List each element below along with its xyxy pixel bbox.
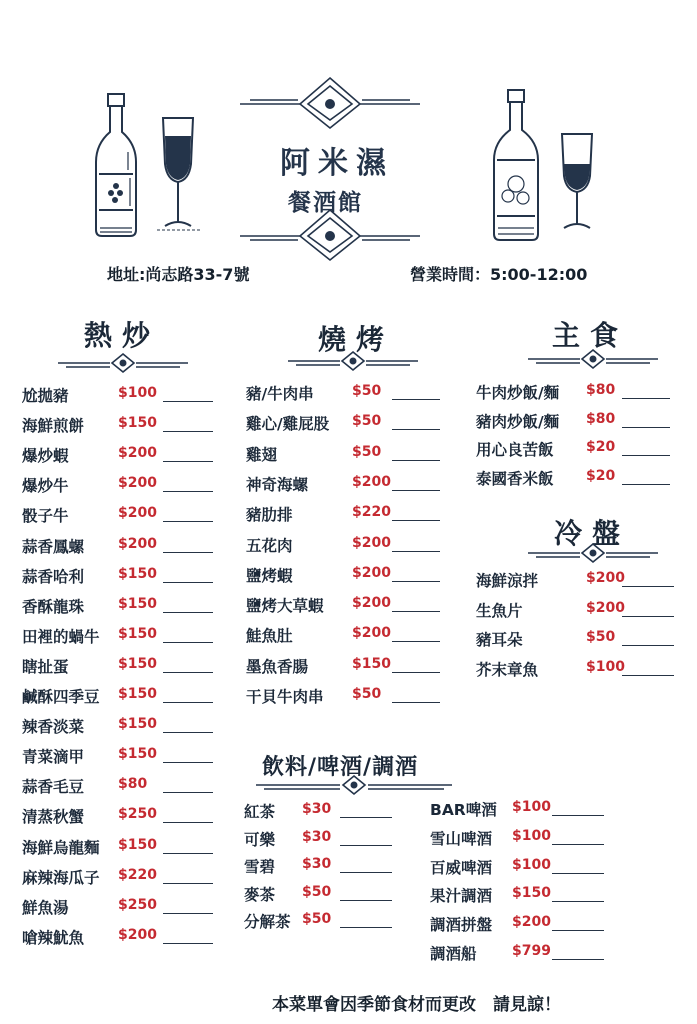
menu-item-name: 調酒船	[430, 945, 477, 963]
menu-item-price: $100	[118, 385, 157, 401]
menu-item-name: 青菜滴甲	[22, 748, 85, 766]
menu-item-name: 骰子牛	[22, 507, 69, 525]
menu-item-name: 果汁調酒	[430, 887, 493, 905]
price-underline	[392, 702, 440, 703]
menu-item-name: BAR啤酒	[430, 801, 497, 819]
menu-item-price: $20	[586, 439, 616, 455]
menu-item-name: 鮮魚湯	[22, 899, 69, 917]
menu-item-price: $200	[512, 914, 551, 930]
menu-item-name: 鮭魚肚	[246, 627, 293, 645]
menu-item-name: 尬拋豬	[22, 387, 69, 405]
menu-item-price: $100	[586, 659, 625, 675]
price-underline	[163, 702, 213, 703]
section-title-stir-fry: 熱炒	[84, 319, 161, 352]
menu-item-name: 海鮮涼拌	[476, 572, 539, 590]
price-underline	[622, 398, 670, 399]
menu-item-price: $150	[118, 626, 157, 642]
menu-item-price: $220	[352, 504, 391, 520]
price-underline	[163, 552, 213, 553]
price-underline	[340, 872, 392, 873]
restaurant-name: 阿米濕	[280, 146, 394, 181]
menu-item-price: $50	[352, 444, 382, 460]
price-underline	[392, 611, 440, 612]
menu-item-name: 豬肋排	[246, 506, 293, 524]
price-underline	[163, 582, 213, 583]
menu-item-name: 豬/牛肉串	[246, 385, 314, 403]
menu-item-name: 神奇海螺	[246, 476, 309, 494]
menu-item-price: $150	[118, 686, 157, 702]
opening-hours: 營業時間：5:00-12:00	[410, 265, 588, 284]
menu-item-price: $50	[586, 629, 616, 645]
price-underline	[392, 672, 440, 673]
menu-item-price: $100	[512, 799, 551, 815]
section-title-cold: 冷盤	[554, 517, 631, 550]
price-underline	[163, 672, 213, 673]
menu-item-price: $200	[352, 595, 391, 611]
menu-item-name: 泰國香米飯	[476, 470, 554, 488]
section-title-staple: 主食	[552, 319, 629, 352]
menu-item-price: $30	[302, 801, 332, 817]
price-underline	[163, 461, 213, 462]
menu-item-price: $80	[118, 776, 148, 792]
menu-item-name: 鹽烤大草蝦	[246, 597, 324, 615]
menu-item-price: $150	[118, 656, 157, 672]
menu-item-price: $200	[118, 927, 157, 943]
section-ornament-icon	[288, 352, 418, 370]
menu-item-name: 香酥龍珠	[22, 598, 85, 616]
menu-item-price: $200	[118, 445, 157, 461]
price-underline	[340, 927, 392, 928]
menu-item-price: $250	[118, 897, 157, 913]
price-underline	[340, 817, 392, 818]
menu-item-price: $150	[118, 837, 157, 853]
price-underline	[552, 901, 604, 902]
wine-glass-icon	[556, 130, 600, 234]
wine-bottle-icon	[92, 92, 142, 242]
menu-item-name: 生魚片	[476, 602, 523, 620]
price-underline	[392, 581, 440, 582]
menu-item-name: 百威啤酒	[430, 859, 493, 877]
price-underline	[552, 873, 604, 874]
price-underline	[163, 762, 213, 763]
menu-item-name: 爆炒牛	[22, 477, 69, 495]
wine-bottle-icon	[488, 88, 544, 244]
menu-item-name: 辣香淡菜	[22, 718, 85, 736]
price-underline	[163, 521, 213, 522]
menu-item-name: 麻辣海瓜子	[22, 869, 100, 887]
price-underline	[163, 401, 213, 402]
menu-item-name: 麥茶	[244, 886, 276, 904]
section-title-drinks: 飲料/啤酒/調酒	[262, 755, 419, 780]
menu-item-name: 紅茶	[244, 803, 276, 821]
menu-item-price: $799	[512, 943, 551, 959]
menu-item-name: 海鮮煎餅	[22, 417, 85, 435]
menu-item-price: $150	[118, 415, 157, 431]
price-underline	[392, 460, 440, 461]
menu-item-name: 墨魚香腸	[246, 658, 309, 676]
section-ornament-icon	[58, 354, 188, 372]
menu-item-price: $100	[512, 828, 551, 844]
price-underline	[392, 490, 440, 491]
section-ornament-icon	[528, 350, 658, 368]
price-underline	[622, 645, 674, 646]
menu-item-price: $100	[512, 857, 551, 873]
menu-item-name: 清蒸秋蟹	[22, 808, 85, 826]
section-ornament-icon	[528, 544, 658, 562]
price-underline	[392, 551, 440, 552]
price-underline	[163, 883, 213, 884]
section-title-grill: 燒烤	[318, 323, 395, 356]
price-underline	[392, 641, 440, 642]
price-underline	[622, 484, 670, 485]
price-underline	[163, 822, 213, 823]
menu-item-name: 田裡的蝸牛	[22, 628, 100, 646]
menu-item-price: $50	[352, 686, 382, 702]
menu-item-price: $50	[352, 413, 382, 429]
menu-item-price: $150	[118, 716, 157, 732]
footer-notice: 本菜單會因季節食材而更改 請見諒！	[272, 995, 561, 1015]
price-underline	[163, 732, 213, 733]
menu-item-price: $200	[352, 535, 391, 551]
menu-item-name: 瞎扯蛋	[22, 658, 69, 676]
wine-glass-icon	[157, 114, 201, 234]
price-underline	[163, 853, 213, 854]
price-underline	[340, 900, 392, 901]
price-underline	[552, 930, 604, 931]
menu-item-price: $80	[586, 382, 616, 398]
menu-item-name: 蒜香哈利	[22, 568, 85, 586]
menu-item-name: 鹹酥四季豆	[22, 688, 100, 706]
menu-item-name: 雞心/雞屁股	[246, 415, 330, 433]
menu-item-name: 芥末章魚	[476, 661, 539, 679]
menu-item-name: 干貝牛肉串	[246, 688, 324, 706]
menu-item-name: 牛肉炒飯/麵	[476, 384, 560, 402]
menu-item-price: $30	[302, 856, 332, 872]
price-underline	[622, 616, 674, 617]
menu-item-name: 蒜香鳳螺	[22, 538, 85, 556]
menu-item-name: 用心良苦飯	[476, 441, 554, 459]
menu-item-price: $150	[118, 596, 157, 612]
menu-item-name: 可樂	[244, 831, 276, 849]
menu-item-name: 豬耳朵	[476, 631, 523, 649]
menu-item-name: 雪山啤酒	[430, 830, 493, 848]
price-underline	[392, 399, 440, 400]
menu-item-name: 海鮮烏龍麵	[22, 839, 100, 857]
price-underline	[552, 959, 604, 960]
address: 地址:尚志路33-7號	[107, 265, 250, 284]
menu-item-name: 爆炒蝦	[22, 447, 69, 465]
menu-item-price: $150	[512, 885, 551, 901]
price-underline	[552, 844, 604, 845]
menu-item-price: $200	[352, 474, 391, 490]
price-underline	[340, 845, 392, 846]
menu-item-price: $250	[118, 806, 157, 822]
menu-item-price: $50	[302, 884, 332, 900]
menu-item-price: $150	[118, 566, 157, 582]
menu-item-price: $20	[586, 468, 616, 484]
price-underline	[392, 520, 440, 521]
menu-item-price: $150	[352, 656, 391, 672]
art-deco-ornament-icon	[240, 74, 420, 130]
menu-item-price: $200	[586, 600, 625, 616]
price-underline	[163, 913, 213, 914]
menu-item-price: $50	[302, 911, 332, 927]
price-underline	[622, 455, 670, 456]
price-underline	[163, 612, 213, 613]
menu-item-name: 豬肉炒飯/麵	[476, 413, 560, 431]
price-underline	[163, 642, 213, 643]
menu-item-name: 蒜香毛豆	[22, 778, 85, 796]
section-ornament-icon	[256, 776, 452, 794]
price-underline	[163, 943, 213, 944]
menu-item-name: 嗆辣魷魚	[22, 929, 85, 947]
restaurant-subtitle: 餐酒館	[288, 190, 363, 216]
menu-item-price: $220	[118, 867, 157, 883]
menu-item-price: $200	[352, 625, 391, 641]
menu-item-price: $50	[352, 383, 382, 399]
menu-item-price: $200	[118, 475, 157, 491]
menu-item-name: 調酒拼盤	[430, 916, 493, 934]
price-underline	[163, 431, 213, 432]
price-underline	[163, 792, 213, 793]
menu-item-name: 鹽烤蝦	[246, 567, 293, 585]
menu-item-price: $200	[118, 505, 157, 521]
price-underline	[163, 491, 213, 492]
menu-item-name: 雞翅	[246, 446, 278, 464]
menu-item-name: 五花肉	[246, 537, 293, 555]
price-underline	[622, 586, 674, 587]
menu-item-price: $80	[586, 411, 616, 427]
price-underline	[622, 427, 670, 428]
menu-item-price: $200	[352, 565, 391, 581]
menu-item-name: 分解茶	[244, 913, 291, 931]
menu-item-name: 雪碧	[244, 858, 276, 876]
menu-item-price: $200	[118, 536, 157, 552]
menu-item-price: $200	[586, 570, 625, 586]
price-underline	[552, 815, 604, 816]
price-underline	[392, 429, 440, 430]
price-underline	[622, 675, 674, 676]
menu-item-price: $150	[118, 746, 157, 762]
menu-item-price: $30	[302, 829, 332, 845]
